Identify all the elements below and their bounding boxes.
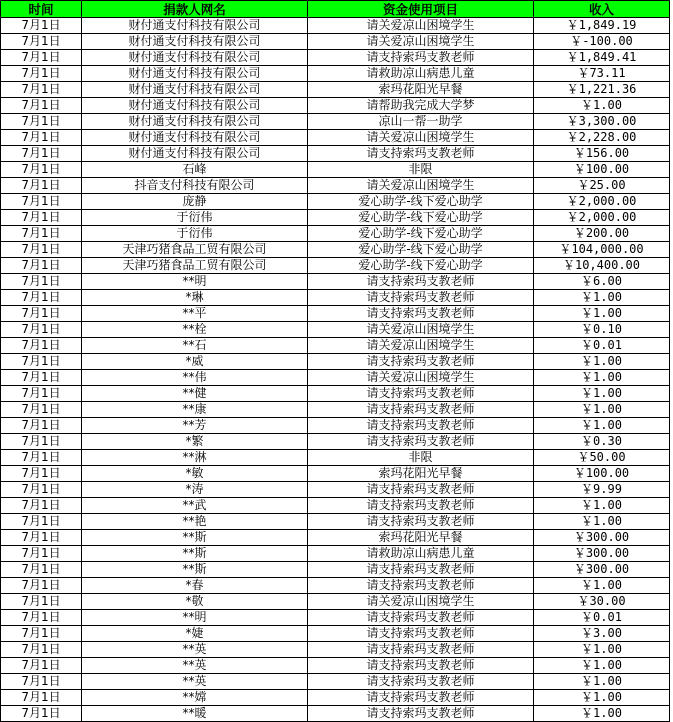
cell-time: 7月1日 — [1, 594, 82, 610]
table-row — [1, 306, 670, 322]
cell-project: 请支持索玛支教老师 — [308, 610, 534, 626]
cell-donor: **艳 — [82, 514, 308, 530]
cell-project: 请支持索玛支教老师 — [308, 690, 534, 706]
cell-project: 请支持索玛支教老师 — [308, 514, 534, 530]
cell-income: ￥50.00 — [534, 450, 670, 466]
cell-donor: **明 — [82, 274, 308, 290]
cell-time: 7月1日 — [1, 546, 82, 562]
table-row — [1, 706, 670, 722]
cell-income: ￥0.30 — [534, 434, 670, 450]
table-row — [1, 322, 670, 338]
header-income: 收入 — [534, 1, 670, 18]
cell-income: ￥1.00 — [534, 290, 670, 306]
cell-time: 7月1日 — [1, 466, 82, 482]
cell-income: ￥1.00 — [534, 690, 670, 706]
cell-time: 7月1日 — [1, 18, 82, 34]
cell-time: 7月1日 — [1, 578, 82, 594]
cell-project: 索玛花阳光早餐 — [308, 530, 534, 546]
cell-project: 请支持索玛支教老师 — [308, 658, 534, 674]
cell-time: 7月1日 — [1, 274, 82, 290]
cell-income: ￥3.00 — [534, 626, 670, 642]
cell-time: 7月1日 — [1, 626, 82, 642]
cell-time: 7月1日 — [1, 674, 82, 690]
cell-donor: **斯 — [82, 546, 308, 562]
cell-income: ￥25.00 — [534, 178, 670, 194]
cell-income: ￥300.00 — [534, 546, 670, 562]
cell-donor: **暖 — [82, 706, 308, 722]
cell-donor: **斯 — [82, 562, 308, 578]
table-row — [1, 562, 670, 578]
table-row — [1, 354, 670, 370]
cell-income: ￥1.00 — [534, 354, 670, 370]
cell-income: ￥300.00 — [534, 530, 670, 546]
cell-income: ￥1,221.36 — [534, 82, 670, 98]
cell-time: 7月1日 — [1, 514, 82, 530]
cell-donor: 财付通支付科技有限公司 — [82, 66, 308, 82]
cell-project: 请支持索玛支教老师 — [308, 578, 534, 594]
table-row — [1, 578, 670, 594]
cell-project: 请支持索玛支教老师 — [308, 290, 534, 306]
cell-time: 7月1日 — [1, 306, 82, 322]
cell-income: ￥300.00 — [534, 562, 670, 578]
cell-income: ￥2,000.00 — [534, 210, 670, 226]
table-row — [1, 642, 670, 658]
cell-income: ￥0.10 — [534, 322, 670, 338]
cell-income: ￥1.00 — [534, 706, 670, 722]
cell-donor: 抖音支付科技有限公司 — [82, 178, 308, 194]
cell-donor: 石峰 — [82, 162, 308, 178]
cell-income: ￥200.00 — [534, 226, 670, 242]
cell-project: 索玛花阳光早餐 — [308, 466, 534, 482]
cell-time: 7月1日 — [1, 66, 82, 82]
cell-income: ￥0.01 — [534, 338, 670, 354]
table-row — [1, 482, 670, 498]
cell-donor: *繁 — [82, 434, 308, 450]
cell-project: 请支持索玛支教老师 — [308, 50, 534, 66]
cell-time: 7月1日 — [1, 146, 82, 162]
cell-project: 爱心助学-线下爱心助学 — [308, 242, 534, 258]
cell-donor: **英 — [82, 642, 308, 658]
cell-income: ￥100.00 — [534, 466, 670, 482]
cell-donor: **平 — [82, 306, 308, 322]
cell-time: 7月1日 — [1, 402, 82, 418]
cell-project: 请关爱凉山困境学生 — [308, 322, 534, 338]
cell-time: 7月1日 — [1, 610, 82, 626]
cell-project: 请关爱凉山困境学生 — [308, 18, 534, 34]
table-row — [1, 546, 670, 562]
cell-project: 爱心助学-线下爱心助学 — [308, 226, 534, 242]
table-row — [1, 418, 670, 434]
cell-donor: **石 — [82, 338, 308, 354]
cell-project: 请支持索玛支教老师 — [308, 386, 534, 402]
cell-income: ￥2,228.00 — [534, 130, 670, 146]
table-row — [1, 34, 670, 50]
cell-donor: *敏 — [82, 466, 308, 482]
cell-project: 请支持索玛支教老师 — [308, 418, 534, 434]
cell-income: ￥1.00 — [534, 402, 670, 418]
table-row — [1, 498, 670, 514]
header-row — [1, 1, 670, 18]
cell-time: 7月1日 — [1, 178, 82, 194]
cell-income: ￥6.00 — [534, 274, 670, 290]
cell-project: 请关爱凉山困境学生 — [308, 338, 534, 354]
cell-donor: 财付通支付科技有限公司 — [82, 114, 308, 130]
cell-project: 请救助凉山病患儿童 — [308, 546, 534, 562]
cell-project: 请支持索玛支教老师 — [308, 674, 534, 690]
cell-income: ￥1.00 — [534, 306, 670, 322]
cell-income: ￥1.00 — [534, 642, 670, 658]
table-row — [1, 626, 670, 642]
cell-donor: **明 — [82, 610, 308, 626]
cell-donor: *威 — [82, 354, 308, 370]
cell-income: ￥0.01 — [534, 610, 670, 626]
cell-project: 请关爱凉山困境学生 — [308, 594, 534, 610]
table-row — [1, 434, 670, 450]
cell-income: ￥30.00 — [534, 594, 670, 610]
cell-time: 7月1日 — [1, 450, 82, 466]
cell-project: 请救助凉山病患儿童 — [308, 66, 534, 82]
table-row — [1, 290, 670, 306]
header-donor: 捐款人网名 — [82, 1, 308, 18]
table-row — [1, 162, 670, 178]
cell-income: ￥1.00 — [534, 418, 670, 434]
cell-time: 7月1日 — [1, 242, 82, 258]
cell-time: 7月1日 — [1, 642, 82, 658]
table-row — [1, 66, 670, 82]
cell-time: 7月1日 — [1, 370, 82, 386]
cell-time: 7月1日 — [1, 322, 82, 338]
cell-time: 7月1日 — [1, 690, 82, 706]
cell-donor: **伟 — [82, 370, 308, 386]
cell-time: 7月1日 — [1, 338, 82, 354]
cell-income: ￥156.00 — [534, 146, 670, 162]
header-project: 资金使用项目 — [308, 1, 534, 18]
cell-donor: 天津巧猪食品工贸有限公司 — [82, 258, 308, 274]
cell-income: ￥9.99 — [534, 482, 670, 498]
cell-project: 请支持索玛支教老师 — [308, 306, 534, 322]
cell-project: 请支持索玛支教老师 — [308, 146, 534, 162]
table-row — [1, 674, 670, 690]
cell-donor: 财付通支付科技有限公司 — [82, 50, 308, 66]
cell-income: ￥1.00 — [534, 658, 670, 674]
cell-time: 7月1日 — [1, 258, 82, 274]
cell-donor: 于衍伟 — [82, 210, 308, 226]
cell-project: 请关爱凉山困境学生 — [308, 34, 534, 50]
table-row — [1, 514, 670, 530]
cell-time: 7月1日 — [1, 386, 82, 402]
cell-donor: **健 — [82, 386, 308, 402]
cell-time: 7月1日 — [1, 658, 82, 674]
table-row — [1, 658, 670, 674]
table-row — [1, 98, 670, 114]
cell-income: ￥1.00 — [534, 514, 670, 530]
cell-income: ￥73.11 — [534, 66, 670, 82]
cell-income: ￥1.00 — [534, 674, 670, 690]
cell-donor: *春 — [82, 578, 308, 594]
cell-time: 7月1日 — [1, 418, 82, 434]
cell-donor: **武 — [82, 498, 308, 514]
cell-time: 7月1日 — [1, 130, 82, 146]
table-row — [1, 370, 670, 386]
cell-donor: *婕 — [82, 626, 308, 642]
cell-project: 凉山一帮一助学 — [308, 114, 534, 130]
cell-donor: 财付通支付科技有限公司 — [82, 82, 308, 98]
cell-time: 7月1日 — [1, 706, 82, 722]
cell-income: ￥100.00 — [534, 162, 670, 178]
cell-project: 非限 — [308, 450, 534, 466]
cell-income: ￥1.00 — [534, 386, 670, 402]
cell-project: 请关爱凉山困境学生 — [308, 130, 534, 146]
cell-income: ￥10,400.00 — [534, 258, 670, 274]
cell-donor: **康 — [82, 402, 308, 418]
cell-donor: 财付通支付科技有限公司 — [82, 146, 308, 162]
cell-donor: **淋 — [82, 450, 308, 466]
table-row — [1, 450, 670, 466]
cell-project: 爱心助学-线下爱心助学 — [308, 194, 534, 210]
cell-income: ￥-100.00 — [534, 34, 670, 50]
cell-income: ￥104,000.00 — [534, 242, 670, 258]
cell-donor: 财付通支付科技有限公司 — [82, 98, 308, 114]
cell-donor: *琳 — [82, 290, 308, 306]
cell-donor: **嫦 — [82, 690, 308, 706]
table-row — [1, 50, 670, 66]
cell-time: 7月1日 — [1, 210, 82, 226]
cell-donor: **栓 — [82, 322, 308, 338]
cell-project: 请支持索玛支教老师 — [308, 354, 534, 370]
cell-time: 7月1日 — [1, 114, 82, 130]
table-row — [1, 274, 670, 290]
header-time: 时间 — [1, 1, 82, 18]
cell-project: 请支持索玛支教老师 — [308, 626, 534, 642]
cell-donor: 庞静 — [82, 194, 308, 210]
cell-income: ￥3,300.00 — [534, 114, 670, 130]
cell-project: 请关爱凉山困境学生 — [308, 370, 534, 386]
table-row — [1, 178, 670, 194]
cell-time: 7月1日 — [1, 34, 82, 50]
cell-time: 7月1日 — [1, 434, 82, 450]
cell-donor: *敬 — [82, 594, 308, 610]
cell-project: 爱心助学-线下爱心助学 — [308, 210, 534, 226]
cell-time: 7月1日 — [1, 530, 82, 546]
cell-donor: **英 — [82, 674, 308, 690]
cell-project: 索玛花阳光早餐 — [308, 82, 534, 98]
cell-income: ￥2,000.00 — [534, 194, 670, 210]
cell-income: ￥1.00 — [534, 498, 670, 514]
table-row — [1, 130, 670, 146]
table-row — [1, 210, 670, 226]
table-row — [1, 226, 670, 242]
cell-donor: 财付通支付科技有限公司 — [82, 34, 308, 50]
cell-time: 7月1日 — [1, 562, 82, 578]
cell-time: 7月1日 — [1, 82, 82, 98]
cell-time: 7月1日 — [1, 194, 82, 210]
cell-donor: 于衍伟 — [82, 226, 308, 242]
cell-project: 请支持索玛支教老师 — [308, 274, 534, 290]
cell-time: 7月1日 — [1, 290, 82, 306]
table-row — [1, 18, 670, 34]
cell-time: 7月1日 — [1, 98, 82, 114]
cell-donor: **芳 — [82, 418, 308, 434]
cell-time: 7月1日 — [1, 162, 82, 178]
cell-time: 7月1日 — [1, 498, 82, 514]
cell-donor: 财付通支付科技有限公司 — [82, 130, 308, 146]
cell-time: 7月1日 — [1, 50, 82, 66]
cell-project: 请支持索玛支教老师 — [308, 402, 534, 418]
table-row — [1, 338, 670, 354]
cell-project: 请支持索玛支教老师 — [308, 434, 534, 450]
table-row — [1, 594, 670, 610]
cell-donor: **英 — [82, 658, 308, 674]
cell-time: 7月1日 — [1, 482, 82, 498]
cell-project: 请关爱凉山困境学生 — [308, 178, 534, 194]
table-row — [1, 114, 670, 130]
table-row — [1, 194, 670, 210]
cell-donor: *涛 — [82, 482, 308, 498]
cell-project: 请支持索玛支教老师 — [308, 498, 534, 514]
table-row — [1, 690, 670, 706]
cell-donor: 天津巧猪食品工贸有限公司 — [82, 242, 308, 258]
cell-income: ￥1,849.41 — [534, 50, 670, 66]
table-row — [1, 146, 670, 162]
cell-project: 请支持索玛支教老师 — [308, 482, 534, 498]
table-row — [1, 82, 670, 98]
table-row — [1, 402, 670, 418]
cell-project: 非限 — [308, 162, 534, 178]
table-row — [1, 258, 670, 274]
cell-project: 请支持索玛支教老师 — [308, 642, 534, 658]
table-row — [1, 466, 670, 482]
cell-project: 爱心助学-线下爱心助学 — [308, 258, 534, 274]
table-row — [1, 610, 670, 626]
cell-project: 请支持索玛支教老师 — [308, 562, 534, 578]
cell-income: ￥1.00 — [534, 578, 670, 594]
cell-project: 请支持索玛支教老师 — [308, 706, 534, 722]
cell-donor: **斯 — [82, 530, 308, 546]
table-row — [1, 530, 670, 546]
table-row — [1, 242, 670, 258]
table-row — [1, 386, 670, 402]
cell-project: 请帮助我完成大学梦 — [308, 98, 534, 114]
cell-income: ￥1.00 — [534, 98, 670, 114]
cell-donor: 财付通支付科技有限公司 — [82, 18, 308, 34]
cell-income: ￥1,849.19 — [534, 18, 670, 34]
cell-time: 7月1日 — [1, 226, 82, 242]
cell-time: 7月1日 — [1, 354, 82, 370]
cell-income: ￥1.00 — [534, 370, 670, 386]
